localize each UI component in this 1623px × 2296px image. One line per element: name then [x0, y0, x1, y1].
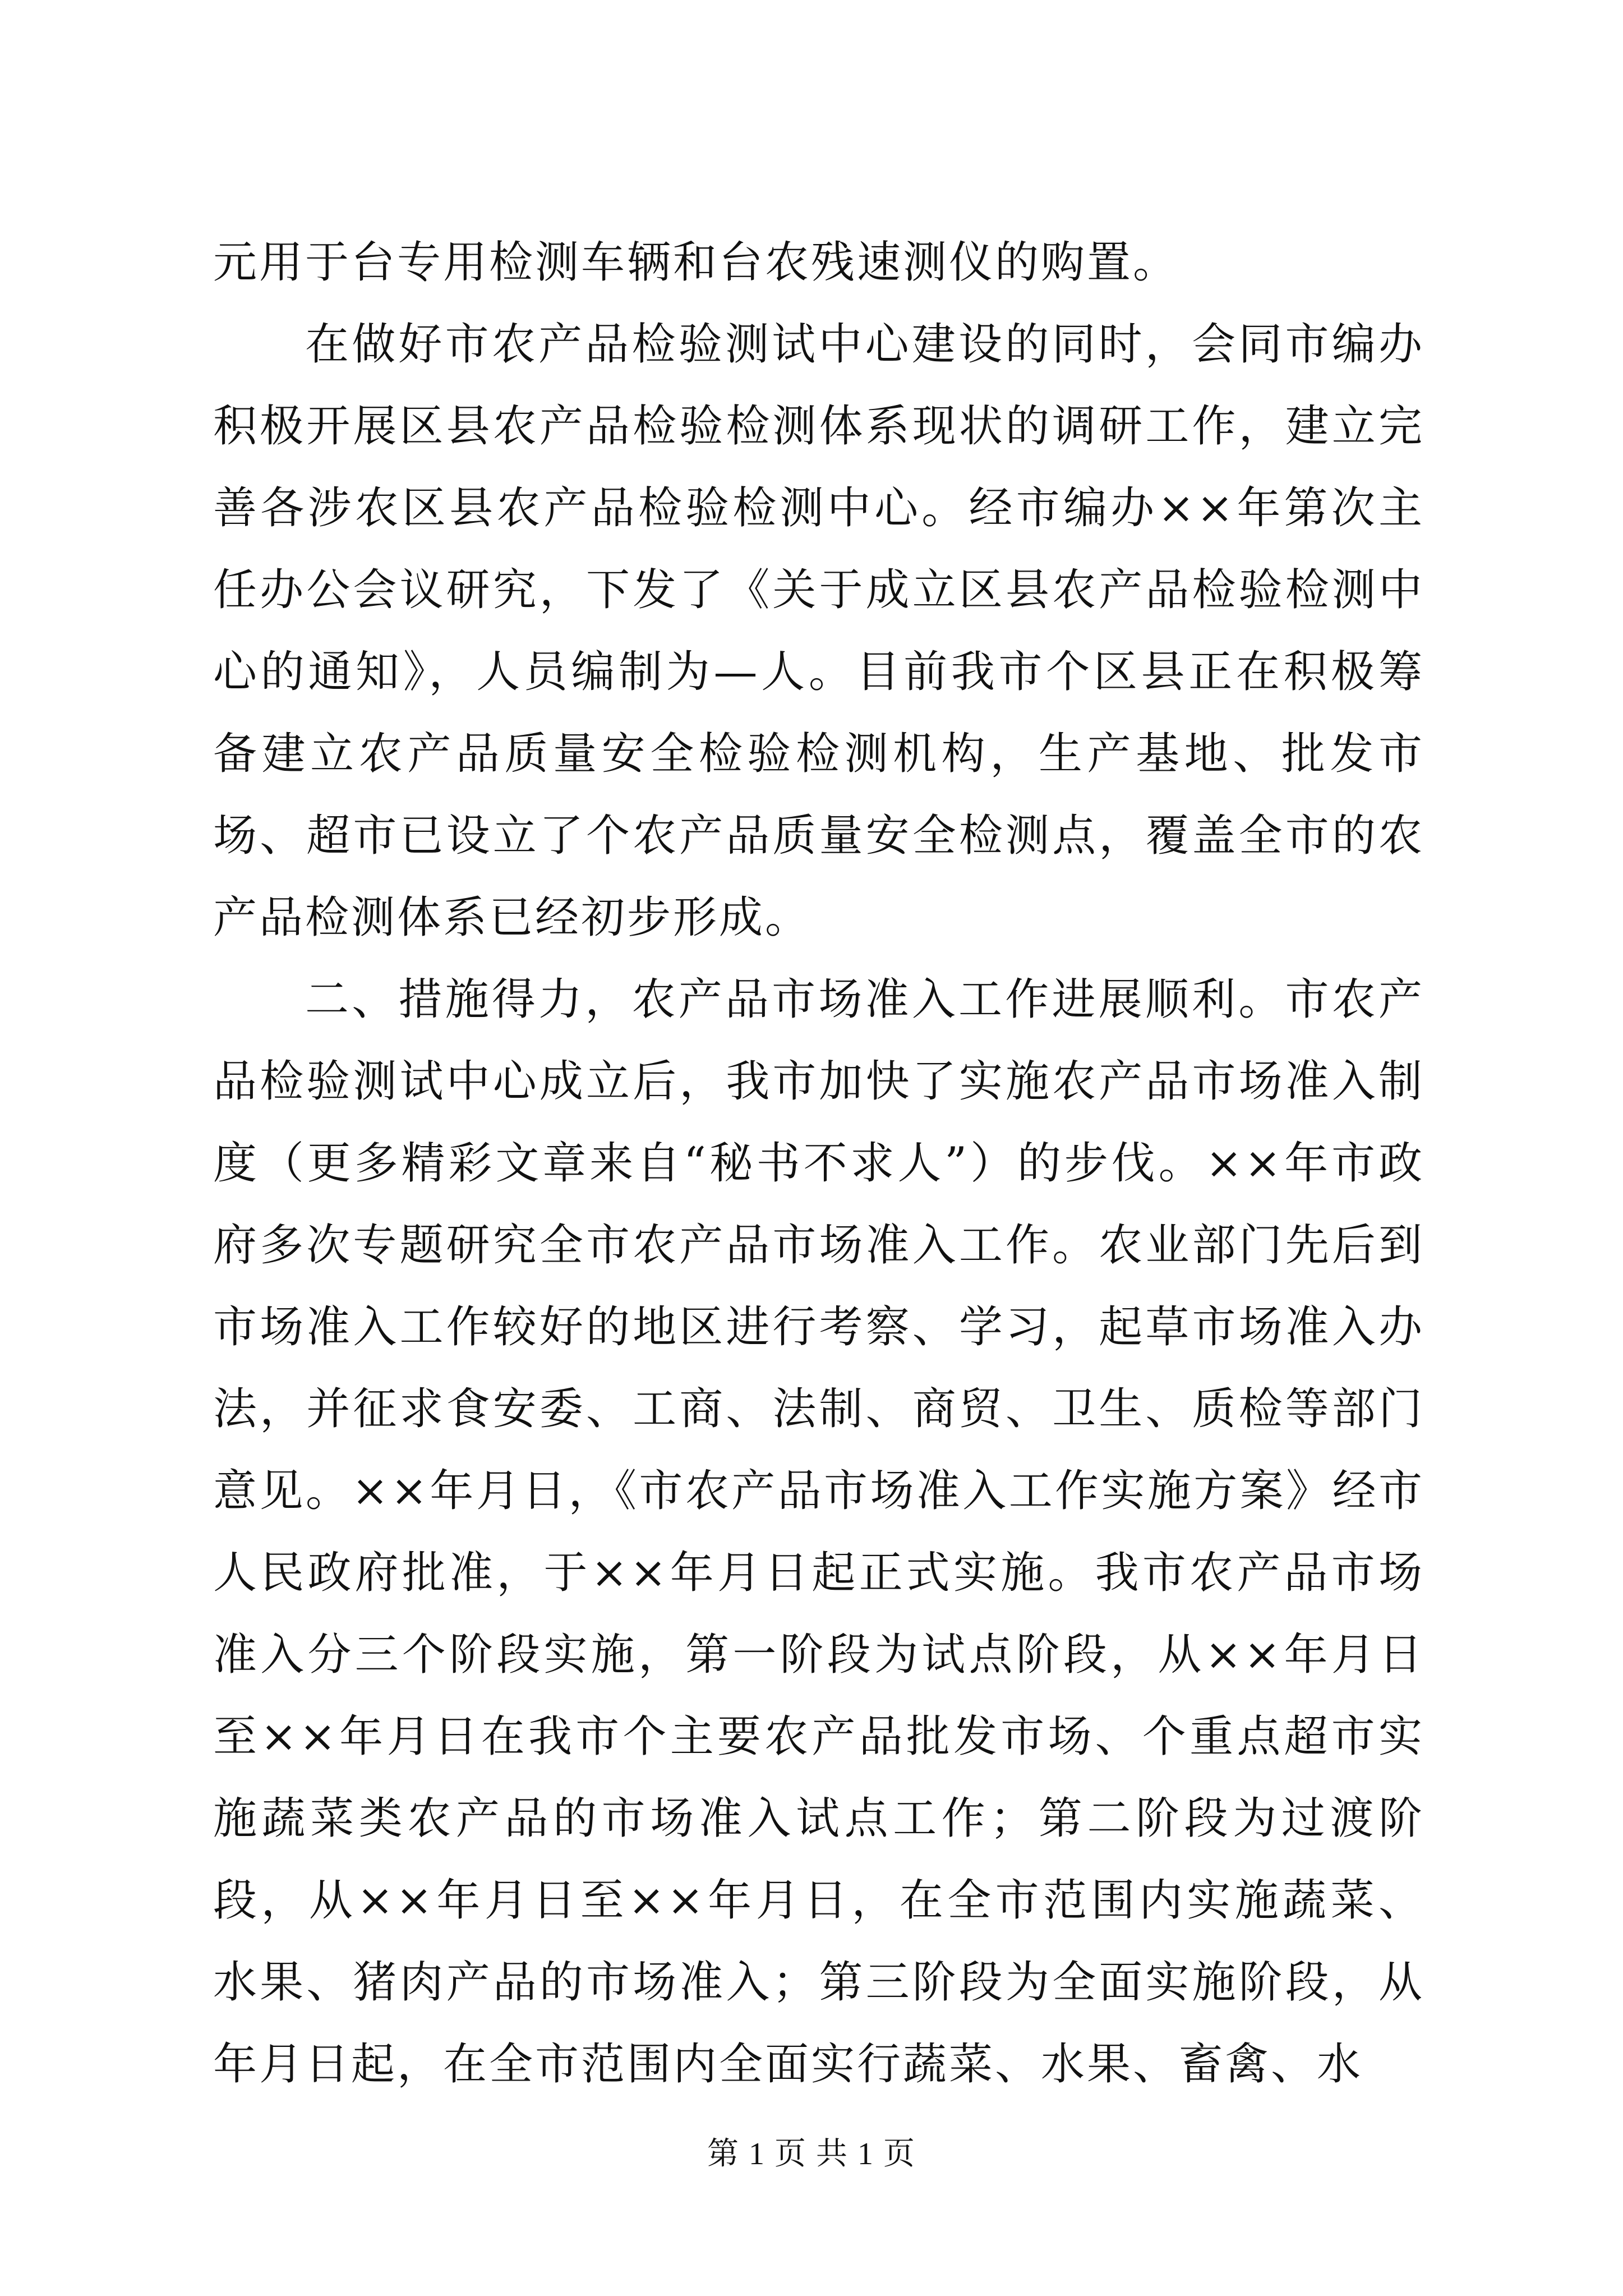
page-number: 第 1 页 共 1 页 [707, 2137, 916, 2171]
page-footer [0, 2132, 1623, 2177]
paragraph-2: 在做好市农产品检验测试中心建设的同时，会同市编办积极开展区县农产品检验检测体系现状的调研工作，建立完善各涉农区县农产品检验检测中心。经市编办××年第次主任办公会议研究，下发了《关于成立区县农产品检验检测中心的通知》，人员编制为—人。目前我市个区县正在积极筹备建立农产品质量安全检验检测机构，生产基地、批发市场、超市已设立了个农产品质量安全检测点，覆盖全市的农产品检测体系已经初步形成。 [213, 319, 1424, 943]
document-body [213, 222, 1424, 2105]
paragraph-1: 元用于台专用检测车辆和台农残速测仪的购置。 [213, 237, 1179, 288]
paragraph-3: 二、措施得力，农产品市场准入工作进展顺利。市农产品检验测试中心成立后，我市加快了实施农产品市场准入制度（更多精彩文章来自“秘书不求人”）的步伐。××年市政府多次专题研究全市农产品市场准入工作。农业部门先后到市场准入工作较好的地区进行考察、学习，起草市场准入办法，并征求食安委、工商、法制、商贸、卫生、质检等部门意见。××年月日，《市农产品市场准入工作实施方案》经市人民政府批准，于××年月日起正式实施。我市农产品市场准入分三个阶段实施，第一阶段为试点阶段，从××年月日至××年月日在我市个主要农产品批发市场、个重点超市实施蔬菜类农产品的市场准入试点工作；第二阶段为过渡阶段，从××年月日至××年月日，在全市范围内实施蔬菜、水果、猪肉产品的市场准入；第三阶段为全面实施阶段，从年月日起，在全市范围内全面实行蔬菜、水果、畜禽、水 [213, 974, 1424, 2090]
